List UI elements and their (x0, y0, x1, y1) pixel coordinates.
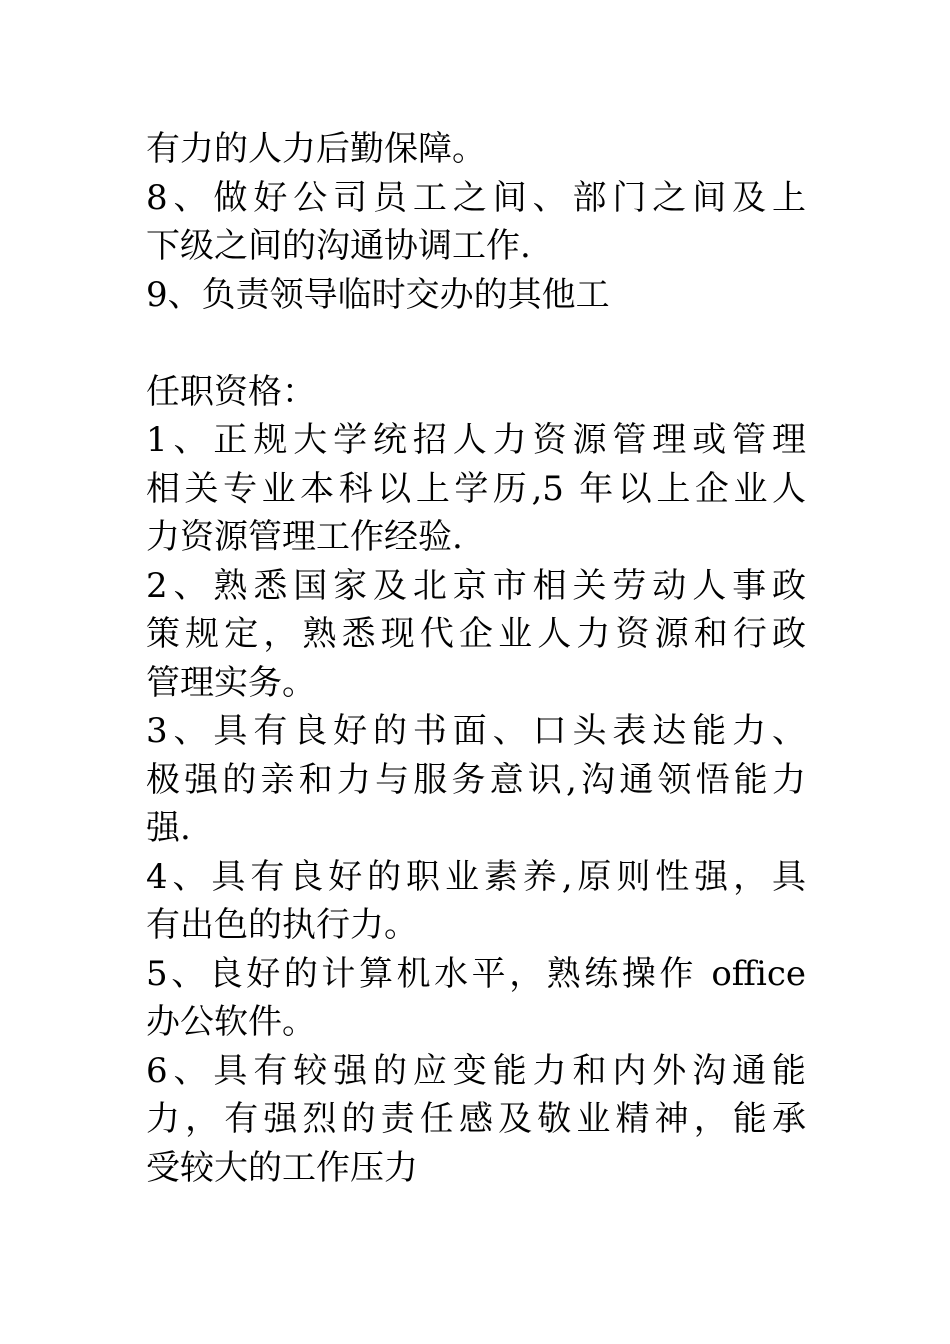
text-line: 4、具有良好的职业素养,原则性强，具 (146, 856, 806, 897)
text-line: 3、具有良好的书面、口头表达能力、 (146, 711, 806, 751)
text-line: 相关专业本科以上学历,5 年以上企业人 (146, 468, 806, 509)
document-body (146, 125, 806, 1192)
text-line: 有力的人力后勤保障。 (146, 129, 486, 169)
section-heading: 任职资格： (146, 371, 316, 412)
text-line: 受较大的工作压力 (146, 1147, 418, 1188)
text-line: 2、熟悉国家及北京市相关劳动人事政 (146, 565, 806, 606)
text-line: 策规定，熟悉现代企业人力资源和行政 (146, 614, 806, 654)
text-line: 8、做好公司员工之间、部门之间及上 (146, 177, 806, 218)
text-line: 强. (146, 808, 191, 848)
blank-line (146, 319, 806, 368)
text-line: 极强的亲和力与服务意识,沟通领悟能力 (146, 759, 806, 800)
text-line: 9、负责领导临时交办的其他工 (146, 274, 610, 315)
text-line: 管理实务。 (146, 662, 316, 703)
text-line: 有出色的执行力。 (146, 905, 418, 945)
text-line: 1、正规大学统招人力资源管理或管理 (146, 420, 806, 460)
text-line: 6、具有较强的应变能力和内外沟通能 (146, 1050, 806, 1091)
text-line: 力资源管理工作经验. (146, 517, 463, 557)
text-line: 力，有强烈的责任感及敬业精神，能承 (146, 1099, 806, 1139)
text-line: 办公软件。 (146, 1002, 316, 1042)
text-line: 5、良好的计算机水平，熟练操作 office (146, 953, 806, 994)
text-line: 下级之间的沟通协调工作. (146, 226, 531, 266)
